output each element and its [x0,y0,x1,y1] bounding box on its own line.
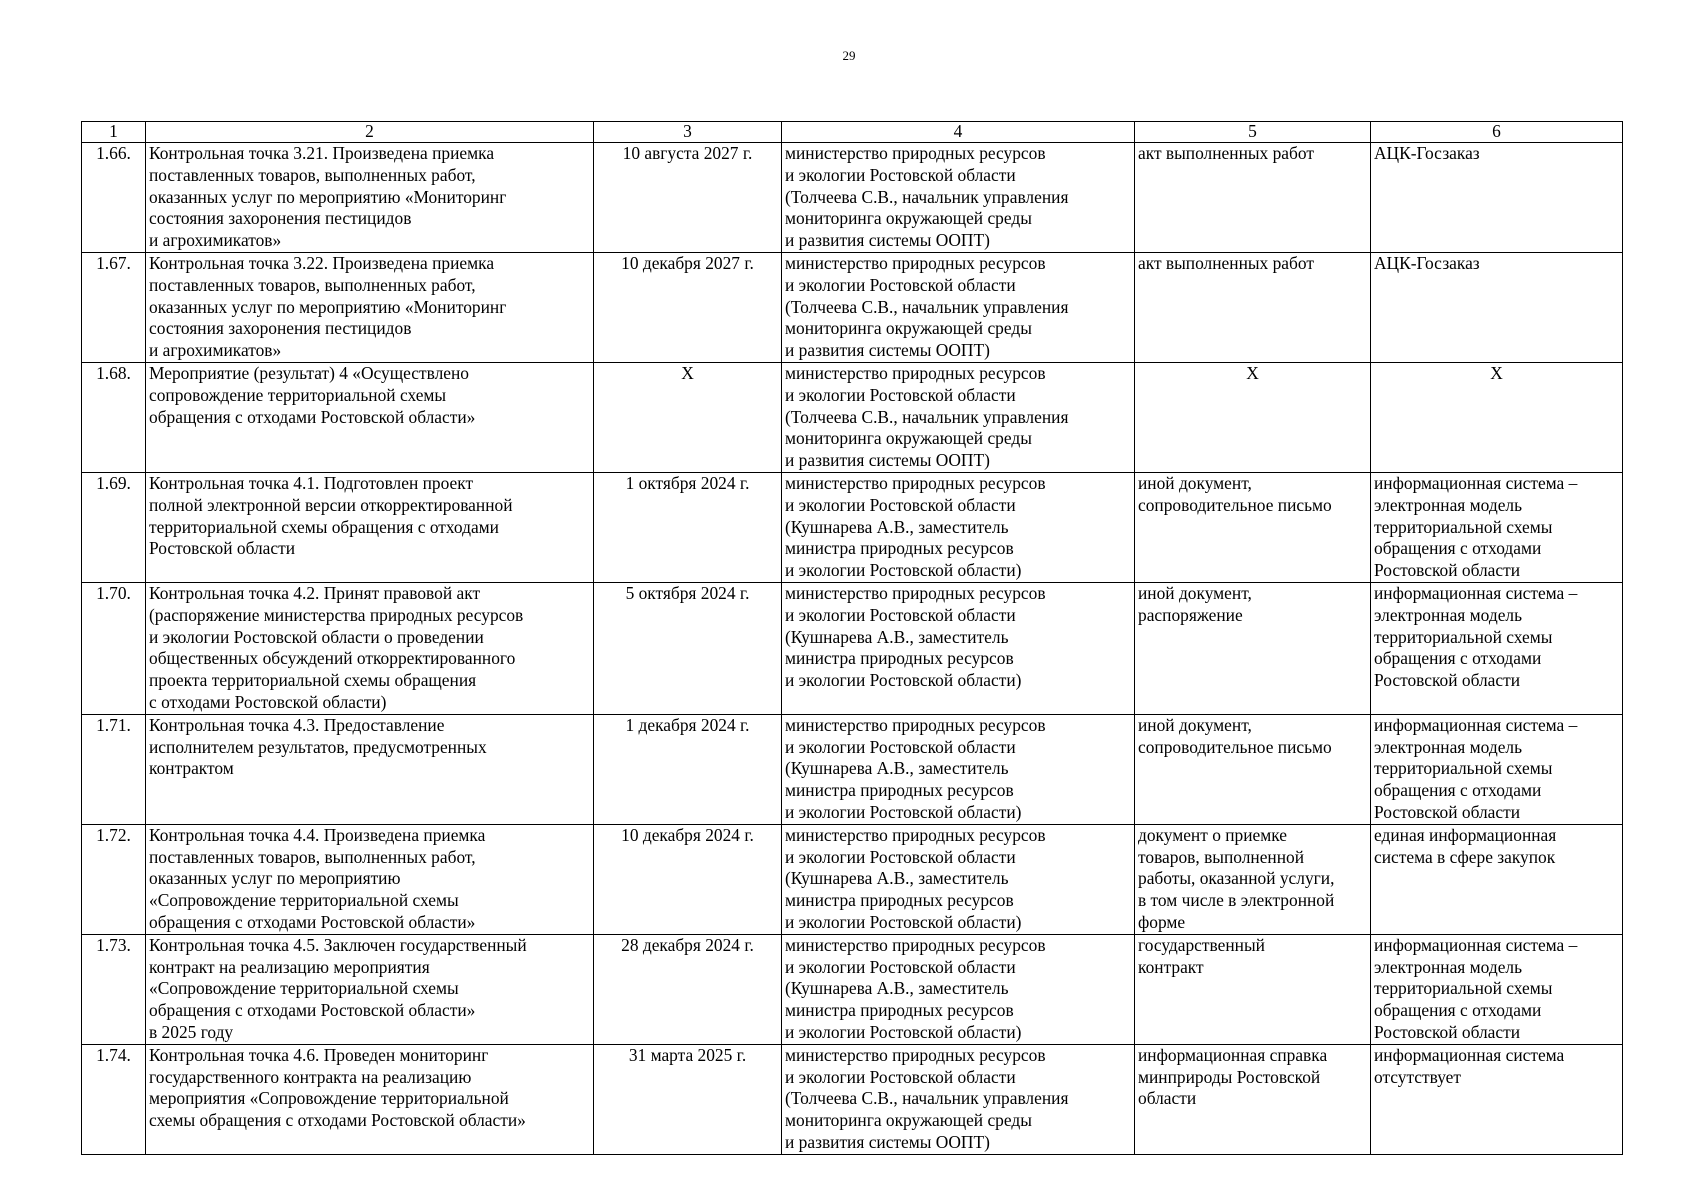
description-cell [146,583,594,715]
table-row [82,934,1623,1044]
row-number-text: 1.69. [96,473,131,493]
document-cell [1135,253,1371,363]
column-header: 1 [82,122,146,143]
row-number-cell [82,1044,146,1154]
description-cell [146,143,594,253]
responsible-text: министерство природных ресурсов и экологии Ростовской области (Толчеева С.В., начальник управления мониторинга окружающей среды и развития системы ООПТ) [785,253,1069,361]
description-text: Контрольная точка 4.3. Предоставление исполнителем результатов, предусмотренных контрактом [149,714,487,779]
column-header: 3 [594,122,782,143]
responsible-cell [782,253,1135,363]
document-text: Х [1246,363,1259,383]
information-system-cell [1371,714,1623,824]
row-number-text: 1.68. [96,363,131,383]
information-system-cell [1371,253,1623,363]
row-number-cell [82,473,146,583]
date-text: 10 декабря 2027 г. [621,253,754,273]
row-number-text: 1.72. [96,824,131,845]
row-number-cell [82,253,146,363]
information-system-cell [1371,583,1623,715]
responsible-text: министерство природных ресурсов и экологии Ростовской области (Кушнарева А.В., заместитель министра природных ресурсов и экологии Ростовской области) [785,824,1046,932]
column-header: 5 [1135,122,1371,143]
column-header: 6 [1371,122,1623,143]
row-number-cell [82,824,146,934]
responsible-cell [782,143,1135,253]
date-cell [594,1044,782,1154]
row-number-cell [82,714,146,824]
date-cell [594,253,782,363]
information-system-text: информационная система – электронная модель территориальной схемы обращения с отходами Ростовской области [1374,583,1578,691]
date-text: 10 декабря 2024 г. [621,824,754,845]
description-text: Контрольная точка 3.21. Произведена приемка поставленных товаров, выполненных работ, оказанных услуг по мероприятию «Мониторинг состояния захоронения пестицидов и агрохимикатов» [149,143,507,251]
row-number-text: 1.67. [96,253,131,273]
table-row [82,253,1623,363]
document-cell [1135,1044,1371,1154]
document-cell [1135,143,1371,253]
document-text: иной документ, сопроводительное письмо [1138,714,1332,757]
responsible-text: министерство природных ресурсов и экологии Ростовской области (Кушнарева А.В., заместитель министра природных ресурсов и экологии Ростовской области) [785,714,1046,822]
table-row [82,583,1623,715]
document-cell [1135,583,1371,715]
document-text: иной документ, сопроводительное письмо [1138,473,1332,515]
date-cell [594,934,782,1044]
row-number-text: 1.73. [96,934,131,955]
description-text: Мероприятие (результат) 4 «Осуществлено сопровождение территориальной схемы обращения с отходами Ростовской области» [149,363,476,427]
description-cell [146,934,594,1044]
responsible-cell [782,1044,1135,1154]
responsible-text: министерство природных ресурсов и экологии Ростовской области (Толчеева С.В., начальник управления мониторинга окружающей среды и развития системы ООПТ) [785,1044,1069,1152]
date-cell [594,363,782,473]
date-text: 5 октября 2024 г. [625,583,750,603]
responsible-text: министерство природных ресурсов и экологии Ростовской области (Кушнарева А.В., заместитель министра природных ресурсов и экологии Ростовской области) [785,934,1046,1042]
document-text: иной документ, распоряжение [1138,583,1252,625]
description-cell [146,473,594,583]
row-number-cell [82,143,146,253]
page-number: 29 [842,48,856,63]
description-cell [146,363,594,473]
responsible-cell [782,473,1135,583]
row-number-text: 1.71. [96,714,131,735]
information-system-cell [1371,143,1623,253]
column-header: 4 [782,122,1135,143]
table-body [82,143,1623,1155]
table-header-row [82,122,1623,143]
column-header: 2 [146,122,594,143]
date-text: 28 декабря 2024 г. [621,934,754,955]
table-row [82,473,1623,583]
description-text: Контрольная точка 4.4. Произведена приемка поставленных товаров, выполненных работ, оказанных услуг по мероприятию «Сопровождение территориальной схемы обращения с отходами Ростовской области» [149,824,486,932]
description-text: Контрольная точка 4.1. Подготовлен проект полной электронной версии откорректированной территориальной схемы обращения с отходами Ростовской области [149,473,513,559]
responsible-text: министерство природных ресурсов и экологии Ростовской области (Толчеева С.В., начальник управления мониторинга окружающей среды и развития системы ООПТ) [785,143,1069,251]
responsible-text: министерство природных ресурсов и экологии Ростовской области (Кушнарева А.В., заместитель министра природных ресурсов и экологии Ростовской области) [785,583,1046,691]
information-system-cell [1371,473,1623,583]
row-number-text: 1.70. [96,583,131,603]
row-number-cell [82,363,146,473]
description-text: Контрольная точка 4.2. Принят правовой акт (распоряжение министерства природных ресурсов и экологии Ростовской области о проведении общественных обсуждений откорректированного проекта территориальной схемы обращения с отходами Ростовской области) [149,583,524,712]
document-cell [1135,714,1371,824]
responsible-cell [782,583,1135,715]
information-system-text: информационная система – электронная модель территориальной схемы обращения с отходами Ростовской области [1374,714,1578,822]
description-cell [146,253,594,363]
document-text: документ о приемке товаров, выполненной работы, оказанной услуги, в том числе в электронной форме [1138,824,1335,932]
document-text: государственный контракт [1138,934,1265,977]
document-cell [1135,934,1371,1044]
information-system-text: единая информационная система в сфере закупок [1374,824,1557,867]
description-cell [146,824,594,934]
information-system-text: Х [1490,363,1503,383]
row-number-text: 1.74. [96,1044,131,1065]
document-text: акт выполненных работ [1138,143,1314,163]
date-text: Х [681,363,694,383]
date-text: 1 октября 2024 г. [625,473,750,493]
date-cell [594,824,782,934]
responsible-cell [782,824,1135,934]
information-system-text: АЦК-Госзаказ [1374,253,1480,273]
row-number-cell [82,934,146,1044]
table-row [82,363,1623,473]
date-cell [594,143,782,253]
information-system-text: информационная система – электронная модель территориальной схемы обращения с отходами Ростовской области [1374,473,1578,581]
responsible-cell [782,363,1135,473]
description-text: Контрольная точка 3.22. Произведена приемка поставленных товаров, выполненных работ, оказанных услуг по мероприятию «Мониторинг состояния захоронения пестицидов и агрохимикатов» [149,253,507,361]
document-text: акт выполненных работ [1138,253,1314,273]
date-text: 31 марта 2025 г. [628,1044,747,1065]
row-number-cell [82,583,146,715]
row-number-text: 1.66. [96,143,131,163]
table-row [82,143,1623,253]
table-row [82,714,1623,824]
information-system-cell [1371,363,1623,473]
responsible-text: министерство природных ресурсов и экологии Ростовской области (Кушнарева А.В., заместитель министра природных ресурсов и экологии Ростовской области) [785,473,1046,581]
date-text: 10 августа 2027 г. [622,143,753,163]
date-cell [594,714,782,824]
document-cell [1135,473,1371,583]
description-cell [146,1044,594,1154]
document-text: информационная справка минприроды Ростовской области [1138,1044,1328,1109]
information-system-text: информационная система – электронная модель территориальной схемы обращения с отходами Ростовской области [1374,934,1578,1042]
information-system-text: информационная система отсутствует [1374,1044,1565,1087]
responsible-cell [782,934,1135,1044]
description-text: Контрольная точка 4.6. Проведен мониторинг государственного контракта на реализацию мероприятия «Сопровождение территориальной схемы обращения с отходами Ростовской области» [149,1044,526,1131]
description-text: Контрольная точка 4.5. Заключен государственный контракт на реализацию мероприятия «Сопровождение территориальной схемы обращения с отходами Ростовской области» в 2025 году [149,934,527,1042]
table-row [82,1044,1623,1154]
information-system-cell [1371,1044,1623,1154]
information-system-cell [1371,934,1623,1044]
responsible-cell [782,714,1135,824]
information-system-cell [1371,824,1623,934]
date-cell [594,473,782,583]
table-row [82,824,1623,934]
control-points-table [81,121,1623,1155]
date-text: 1 декабря 2024 г. [625,714,750,735]
date-cell [594,583,782,715]
information-system-text: АЦК-Госзаказ [1374,143,1480,163]
document-cell [1135,363,1371,473]
responsible-text: министерство природных ресурсов и экологии Ростовской области (Толчеева С.В., начальник управления мониторинга окружающей среды и развития системы ООПТ) [785,363,1069,471]
document-cell [1135,824,1371,934]
description-cell [146,714,594,824]
